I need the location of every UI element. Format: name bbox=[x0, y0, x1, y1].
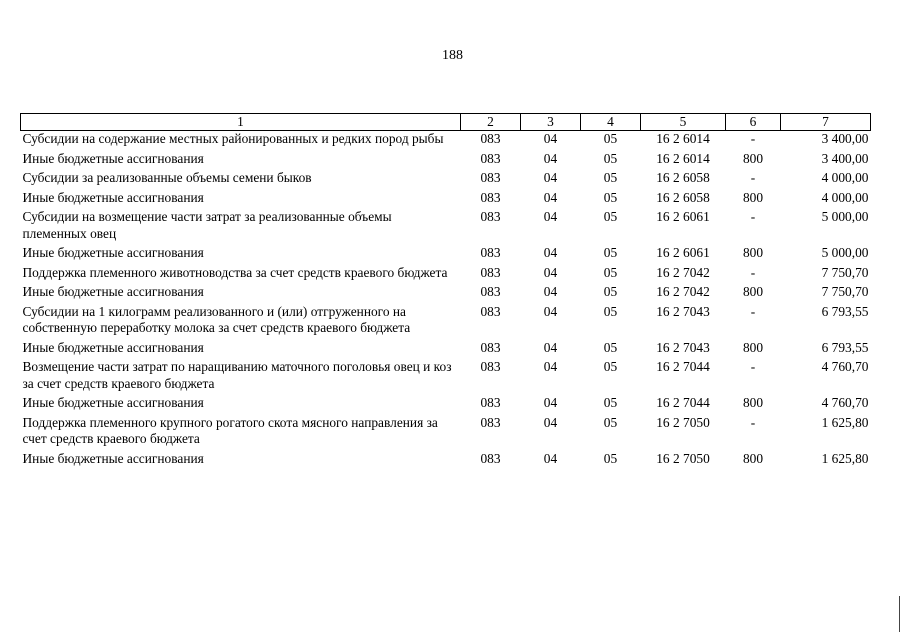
row-section-code: 04 bbox=[543, 303, 558, 319]
table-row bbox=[21, 359, 871, 395]
row-ministry-code: 083 bbox=[480, 150, 501, 166]
row-name: Иные бюджетные ассигнования bbox=[22, 339, 204, 355]
row-section-code: 04 bbox=[543, 359, 558, 374]
row-amount: 4 000,00 bbox=[821, 189, 869, 205]
row-name: Субсидии на содержание местных районированных и редких пород рыбы bbox=[22, 131, 444, 146]
row-ministry-code: 083 bbox=[480, 189, 501, 205]
row-expense-type: 800 bbox=[742, 150, 764, 166]
table-row bbox=[21, 245, 871, 265]
row-expense-type: 800 bbox=[742, 189, 764, 205]
row-name: Субсидии на возмещение части затрат за реализованные объемы племенных овец bbox=[22, 209, 392, 241]
row-name: Иные бюджетные ассигнования bbox=[22, 245, 204, 260]
row-expense-type: - bbox=[750, 131, 756, 146]
row-target-code: 16 2 7050 bbox=[656, 414, 710, 430]
row-expense-type: 800 bbox=[742, 450, 764, 466]
row-ministry-code: 083 bbox=[480, 450, 501, 466]
row-target-code: 16 2 7043 bbox=[656, 303, 710, 319]
row-amount: 6 793,55 bbox=[821, 303, 869, 319]
row-target-code: 16 2 7044 bbox=[656, 395, 710, 410]
row-target-code: 16 2 6014 bbox=[656, 150, 710, 166]
table-row bbox=[21, 415, 871, 451]
table-row bbox=[21, 395, 871, 415]
row-expense-type: 800 bbox=[742, 339, 764, 355]
column-header-7: 7 bbox=[781, 114, 871, 131]
row-name: Иные бюджетные ассигнования bbox=[22, 189, 204, 205]
row-expense-type: - bbox=[750, 264, 756, 280]
row-target-code: 16 2 7042 bbox=[656, 264, 710, 280]
row-subsection-code: 05 bbox=[603, 359, 618, 374]
row-subsection-code: 05 bbox=[603, 170, 618, 185]
row-amount: 7 750,70 bbox=[821, 264, 869, 280]
column-header-1: 1 bbox=[21, 114, 461, 131]
column-header-2: 2 bbox=[461, 114, 521, 131]
row-name: Поддержка племенного животноводства за счет средств краевого бюджета bbox=[22, 264, 448, 280]
row-target-code: 16 2 6014 bbox=[656, 131, 710, 146]
table-row bbox=[21, 304, 871, 340]
row-amount: 4 000,00 bbox=[821, 170, 869, 185]
row-section-code: 04 bbox=[543, 245, 558, 260]
row-ministry-code: 083 bbox=[480, 264, 501, 280]
row-target-code: 16 2 7044 bbox=[656, 359, 710, 374]
row-target-code: 16 2 7050 bbox=[656, 450, 710, 466]
row-subsection-code: 05 bbox=[603, 245, 618, 260]
row-name: Субсидии за реализованные объемы семени быков bbox=[22, 170, 312, 185]
row-target-code: 16 2 6061 bbox=[656, 209, 710, 224]
row-section-code: 04 bbox=[543, 450, 558, 466]
row-amount: 3 400,00 bbox=[821, 131, 869, 146]
row-target-code: 16 2 6061 bbox=[656, 245, 710, 260]
row-expense-type: 800 bbox=[742, 395, 764, 410]
row-section-code: 04 bbox=[543, 284, 558, 299]
row-expense-type: - bbox=[750, 209, 756, 224]
scan-margin-mark bbox=[899, 596, 900, 632]
table-row bbox=[21, 451, 871, 471]
row-subsection-code: 05 bbox=[603, 303, 618, 319]
row-section-code: 04 bbox=[543, 339, 558, 355]
table-row bbox=[21, 265, 871, 285]
row-amount: 1 625,80 bbox=[821, 450, 869, 466]
row-section-code: 04 bbox=[543, 209, 558, 224]
table-row bbox=[21, 284, 871, 304]
row-ministry-code: 083 bbox=[480, 284, 501, 299]
column-header-6: 6 bbox=[726, 114, 781, 131]
row-subsection-code: 05 bbox=[603, 264, 618, 280]
table-row bbox=[21, 209, 871, 245]
column-header-5: 5 bbox=[641, 114, 726, 131]
column-header-3: 3 bbox=[521, 114, 581, 131]
row-subsection-code: 05 bbox=[603, 284, 618, 299]
row-subsection-code: 05 bbox=[603, 150, 618, 166]
row-amount: 3 400,00 bbox=[821, 150, 869, 166]
page-number: 188 bbox=[442, 48, 463, 63]
table-row bbox=[21, 131, 871, 151]
row-subsection-code: 05 bbox=[603, 395, 618, 410]
budget-table bbox=[20, 113, 871, 470]
row-amount: 1 625,80 bbox=[821, 414, 869, 430]
row-expense-type: 800 bbox=[742, 245, 764, 260]
row-amount: 4 760,70 bbox=[821, 395, 869, 410]
row-subsection-code: 05 bbox=[603, 131, 618, 146]
row-amount: 5 000,00 bbox=[821, 209, 869, 224]
row-amount: 6 793,55 bbox=[821, 339, 869, 355]
row-expense-type: - bbox=[750, 359, 756, 374]
row-ministry-code: 083 bbox=[480, 303, 501, 319]
row-ministry-code: 083 bbox=[480, 245, 501, 260]
row-subsection-code: 05 bbox=[603, 414, 618, 430]
row-section-code: 04 bbox=[543, 395, 558, 410]
row-section-code: 04 bbox=[543, 170, 558, 185]
row-ministry-code: 083 bbox=[480, 339, 501, 355]
row-subsection-code: 05 bbox=[603, 339, 618, 355]
row-name: Иные бюджетные ассигнования bbox=[22, 395, 204, 410]
row-expense-type: - bbox=[750, 170, 756, 185]
row-name: Поддержка племенного крупного рогатого скота мясного направления за счет средств краевого бюджета bbox=[22, 414, 438, 446]
table-row bbox=[21, 170, 871, 190]
row-ministry-code: 083 bbox=[480, 170, 501, 185]
row-section-code: 04 bbox=[543, 264, 558, 280]
row-target-code: 16 2 7042 bbox=[656, 284, 710, 299]
row-amount: 7 750,70 bbox=[821, 284, 869, 299]
table-header-row bbox=[21, 114, 871, 131]
row-section-code: 04 bbox=[543, 131, 558, 146]
row-expense-type: - bbox=[750, 414, 756, 430]
row-ministry-code: 083 bbox=[480, 131, 501, 146]
row-name: Субсидии на 1 килограмм реализованного и (или) отгруженного на собственную переработку молока за счет средств краевого бюджета bbox=[22, 303, 411, 335]
row-section-code: 04 bbox=[543, 189, 558, 205]
column-header-4: 4 bbox=[581, 114, 641, 131]
row-subsection-code: 05 bbox=[603, 209, 618, 224]
row-ministry-code: 083 bbox=[480, 359, 501, 374]
row-expense-type: - bbox=[750, 303, 756, 319]
row-amount: 4 760,70 bbox=[821, 359, 869, 374]
row-name: Возмещение части затрат по наращиванию маточного поголовья овец и коз за счет средств краевого бюджета bbox=[22, 359, 452, 391]
row-target-code: 16 2 6058 bbox=[656, 170, 710, 185]
row-section-code: 04 bbox=[543, 150, 558, 166]
row-ministry-code: 083 bbox=[480, 209, 501, 224]
row-ministry-code: 083 bbox=[480, 395, 501, 410]
table-row bbox=[21, 151, 871, 171]
row-name: Иные бюджетные ассигнования bbox=[22, 150, 204, 166]
row-ministry-code: 083 bbox=[480, 414, 501, 430]
row-subsection-code: 05 bbox=[603, 450, 618, 466]
row-target-code: 16 2 7043 bbox=[656, 339, 710, 355]
row-amount: 5 000,00 bbox=[821, 245, 869, 260]
row-section-code: 04 bbox=[543, 414, 558, 430]
row-name: Иные бюджетные ассигнования bbox=[22, 284, 204, 299]
row-target-code: 16 2 6058 bbox=[656, 189, 710, 205]
table-row bbox=[21, 190, 871, 210]
table-row bbox=[21, 340, 871, 360]
row-expense-type: 800 bbox=[742, 284, 764, 299]
row-subsection-code: 05 bbox=[603, 189, 618, 205]
row-name: Иные бюджетные ассигнования bbox=[22, 450, 204, 466]
